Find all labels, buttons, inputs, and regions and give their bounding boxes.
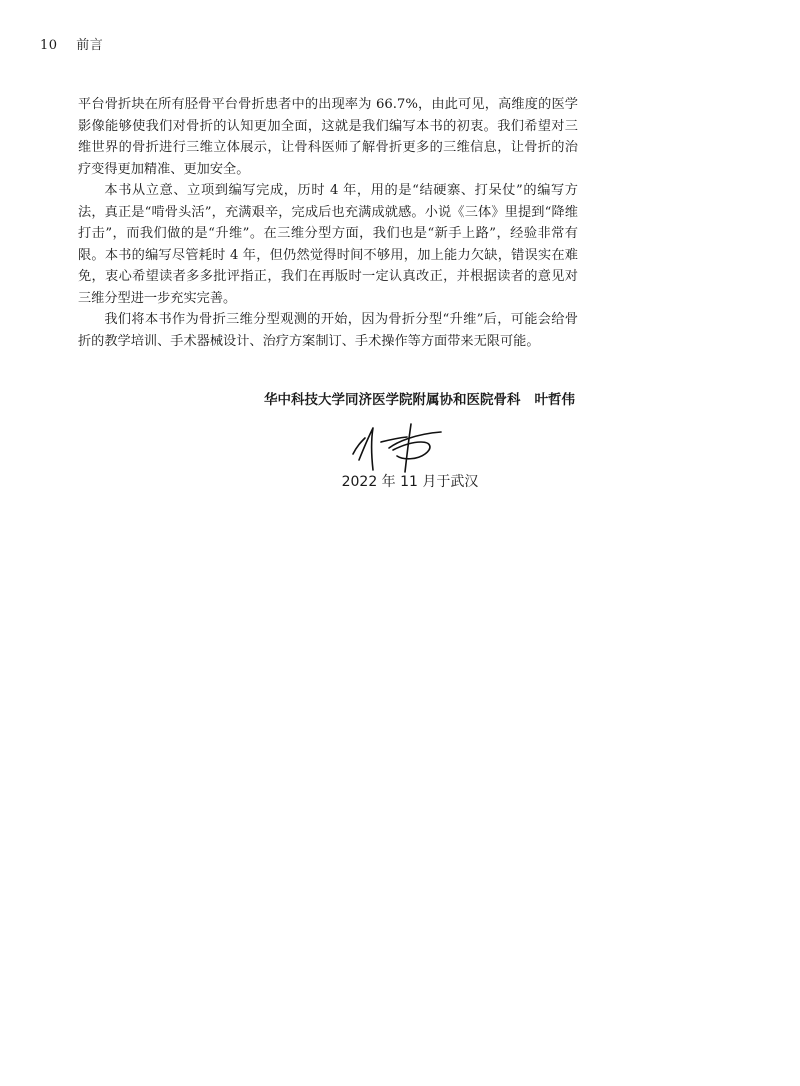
author-name: 叶哲伟 bbox=[534, 392, 575, 408]
paragraph: 我们将本书作为骨折三维分型观测的开始，因为骨折分型“升维”后，可能会给骨折的教学培训、手术器械设计、治疗方案制订、手术操作等方面带来无限可能。 bbox=[78, 312, 578, 349]
paragraph-continued: 平台骨折块在所有胫骨平台骨折患者中的出现率为 66.7%，由此可见，高维度的医学影像能够使我们对骨折的认知更加全面，这就是我们编写本书的初衷。我们希望对三维世界的骨折进行三维立体展示，让骨科医师了解骨折更多的三维信息，让骨折的治疗变得更加精准、更加安全。 bbox=[78, 97, 578, 177]
paragraph: 本书从立意、立项到编写完成，历时 4 年，用的是“结硬寨、打呆仗”的编写方法，真正是“啃骨头活”，充满艰辛，完成后也充满成就感。小说《三体》里提到“降维打击”，而我们做的是“升维”。在三维分型方面，我们也是“新手上路”，经验非常有限。本书的编写尽管耗时 4 年，但仍然觉得时间不够用，加上能力欠缺，错误实在难免，衷心希望读者多多批评指正，我们在再版时一定认真改正，并根据读者的意见对三维分型进一步充实完善。 bbox=[78, 183, 578, 306]
page-number: 10 bbox=[40, 38, 58, 53]
signature-line bbox=[200, 388, 575, 408]
running-header bbox=[40, 38, 103, 54]
section-title: 前言 bbox=[76, 38, 104, 53]
handwritten-signature bbox=[345, 420, 455, 475]
author-affiliation: 华中科技大学同济医学院附属协和医院骨科 bbox=[264, 392, 521, 408]
preface-body bbox=[78, 94, 578, 352]
date-place: 2022 年 11 月于武汉 bbox=[341, 474, 479, 490]
